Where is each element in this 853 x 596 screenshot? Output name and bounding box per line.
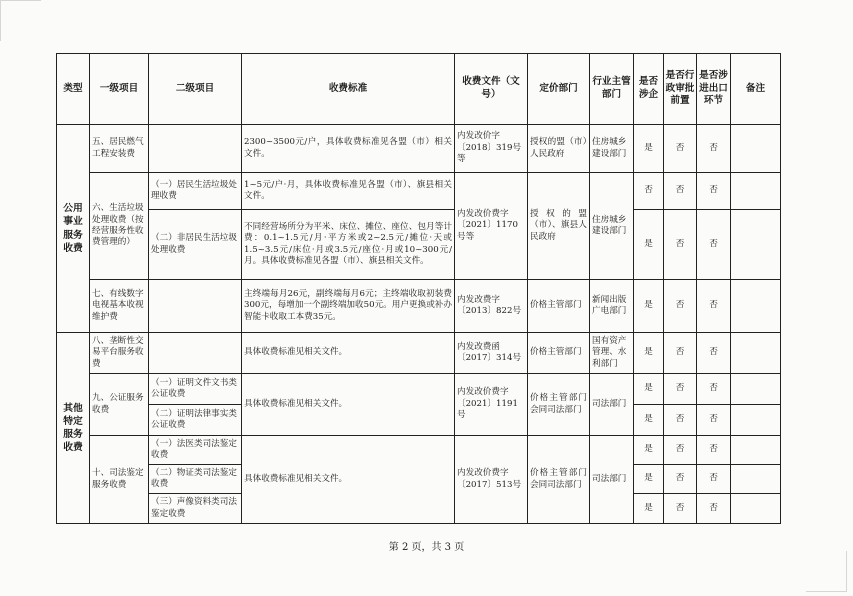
- level1-item: 十、司法鉴定服务收费: [90, 436, 149, 524]
- level2-item: （一）证明文件文书类公证收费: [149, 374, 242, 405]
- table-row: [57, 173, 781, 210]
- enterprise-flag: 是: [634, 210, 664, 280]
- import-export-flag: 否: [697, 465, 731, 494]
- enterprise-flag: 是: [634, 436, 664, 465]
- fee-standard: 具体收费标准见相关文件。: [242, 436, 455, 524]
- pricing-dept: 价格主管部门: [528, 280, 590, 333]
- fee-standard: 2300~3500元/户，具体收费标准见各盟（市）相关文件。: [242, 125, 455, 173]
- remark-cell: [731, 210, 781, 280]
- admin-approval-flag: 否: [664, 374, 697, 405]
- table-row: [57, 280, 781, 333]
- pricing-dept: 价格主管部门会同司法部门: [528, 436, 590, 524]
- admin-approval-flag: 否: [664, 125, 697, 173]
- header-pricing-dept: 定价部门: [528, 54, 590, 125]
- enterprise-flag: 是: [634, 405, 664, 436]
- fee-document: 内发改费字〔2013〕822号: [455, 280, 528, 333]
- level1-item: 七、有线数字电视基本收视维护费: [90, 280, 149, 333]
- table-header-row: [57, 54, 781, 125]
- remark-cell: [731, 405, 781, 436]
- table-row: [57, 125, 781, 173]
- level2-item: [149, 125, 242, 173]
- import-export-flag: 否: [697, 333, 731, 374]
- fee-standard: 具体收费标准见相关文件。: [242, 374, 455, 436]
- fee-document: 内发改价字〔2018〕319号等: [455, 125, 528, 173]
- fee-standard: 1~5元/户·月，具体收费标准见各盟（市）、旗县相关文件。: [242, 173, 455, 210]
- pricing-dept: 价格主管部门: [528, 333, 590, 374]
- header-import-export: 是否涉进出口环节: [697, 54, 731, 125]
- header-doc: 收费文件（文号）: [455, 54, 528, 125]
- table-row: [57, 436, 781, 465]
- industry-dept: 司法部门: [590, 374, 634, 436]
- level1-item: 八、垄断性交易平台服务收费: [90, 333, 149, 374]
- header-enterprise: 是否涉企: [634, 54, 664, 125]
- scan-corner-mark: [806, 551, 847, 592]
- pricing-dept: 授权的盟（市）人民政府: [528, 125, 590, 173]
- import-export-flag: 否: [697, 173, 731, 210]
- admin-approval-flag: 否: [664, 436, 697, 465]
- remark-cell: [731, 436, 781, 465]
- header-admin-approval: 是否行政审批前置: [664, 54, 697, 125]
- header-remark: 备注: [731, 54, 781, 125]
- level1-item: 六、生活垃圾处理收费（按经营服务性收费管理的）: [90, 173, 149, 280]
- admin-approval-flag: 否: [664, 210, 697, 280]
- level2-item: （二）证明法律事实类公证收费: [149, 405, 242, 436]
- level2-item: （一）居民生活垃圾处理收费: [149, 173, 242, 210]
- pricing-dept: 价格主管部门会同司法部门: [528, 374, 590, 436]
- table-row: [57, 374, 781, 405]
- fee-standard: 主终端每月26元，副终端每月6元；主终端收取初装费300元，每增加一个副终端加收50元。用户更换或补办智能卡收取工本费35元。: [242, 280, 455, 333]
- level1-item: 五、居民燃气工程安装费: [90, 125, 149, 173]
- level2-item: （三）声像资料类司法鉴定收费: [149, 494, 242, 524]
- fee-table: [56, 53, 781, 524]
- industry-dept: 国有资产管理、水利部门: [590, 333, 634, 374]
- import-export-flag: 否: [697, 436, 731, 465]
- enterprise-flag: 是: [634, 333, 664, 374]
- level2-item: [149, 333, 242, 374]
- header-type: 类型: [57, 54, 90, 125]
- fee-document: 内发改价费字〔2017〕513号: [455, 436, 528, 524]
- admin-approval-flag: 否: [664, 405, 697, 436]
- level2-item: [149, 280, 242, 333]
- remark-cell: [731, 125, 781, 173]
- import-export-flag: 否: [697, 210, 731, 280]
- admin-approval-flag: 否: [664, 280, 697, 333]
- table-row: [57, 333, 781, 374]
- fee-document: 内发改费函〔2017〕314号: [455, 333, 528, 374]
- industry-dept: 住房城乡建设部门: [590, 173, 634, 280]
- admin-approval-flag: 否: [664, 333, 697, 374]
- remark-cell: [731, 374, 781, 405]
- admin-approval-flag: 否: [664, 173, 697, 210]
- industry-dept: 新闻出版广电部门: [590, 280, 634, 333]
- remark-cell: [731, 173, 781, 210]
- enterprise-flag: 是: [634, 465, 664, 494]
- header-industry-dept: 行业主管部门: [590, 54, 634, 125]
- header-level1: 一级项目: [90, 54, 149, 125]
- level2-item: （二）非居民生活垃圾处理收费: [149, 210, 242, 280]
- fee-document: 内发改价费字〔2021〕1170号等: [455, 173, 528, 280]
- admin-approval-flag: 否: [664, 494, 697, 524]
- industry-dept: 住房城乡建设部门: [590, 125, 634, 173]
- pricing-dept: 授权的盟（市）、旗县人民政府: [528, 173, 590, 280]
- admin-approval-flag: 否: [664, 465, 697, 494]
- import-export-flag: 否: [697, 125, 731, 173]
- fee-standard: 不同经营场所分为平米、床位、摊位、座位、包月等计费：0.1~1.5元/月·平方米或2~2.5元/摊位·天或1.5~3.5元/床位·月或3.5元/座位·月或10~300元/月。具体收费标准见各盟（市）、旗县相关文件。: [242, 210, 455, 280]
- remark-cell: [731, 465, 781, 494]
- scan-corner-mark: [0, 0, 41, 41]
- import-export-flag: 否: [697, 280, 731, 333]
- import-export-flag: 否: [697, 374, 731, 405]
- fee-standard: 具体收费标准见相关文件。: [242, 333, 455, 374]
- import-export-flag: 否: [697, 494, 731, 524]
- header-standard: 收费标准: [242, 54, 455, 125]
- enterprise-flag: 否: [634, 173, 664, 210]
- category-other: 其他特定服务收费: [57, 333, 90, 524]
- enterprise-flag: 是: [634, 125, 664, 173]
- level1-item: 九、公证服务收费: [90, 374, 149, 436]
- page-footer: 第 2 页，共 3 页: [388, 542, 465, 553]
- fee-document: 内发改价费字〔2021〕1191号: [455, 374, 528, 436]
- category-public: 公用事业服务收费: [57, 125, 90, 333]
- remark-cell: [731, 333, 781, 374]
- enterprise-flag: 是: [634, 374, 664, 405]
- industry-dept: 司法部门: [590, 436, 634, 524]
- enterprise-flag: 是: [634, 494, 664, 524]
- remark-cell: [731, 280, 781, 333]
- remark-cell: [731, 494, 781, 524]
- header-level2: 二级项目: [149, 54, 242, 125]
- import-export-flag: 否: [697, 405, 731, 436]
- table-row: [57, 210, 781, 280]
- enterprise-flag: 是: [634, 280, 664, 333]
- level2-item: （一）法医类司法鉴定收费: [149, 436, 242, 465]
- level2-item: （二）物证类司法鉴定收费: [149, 465, 242, 494]
